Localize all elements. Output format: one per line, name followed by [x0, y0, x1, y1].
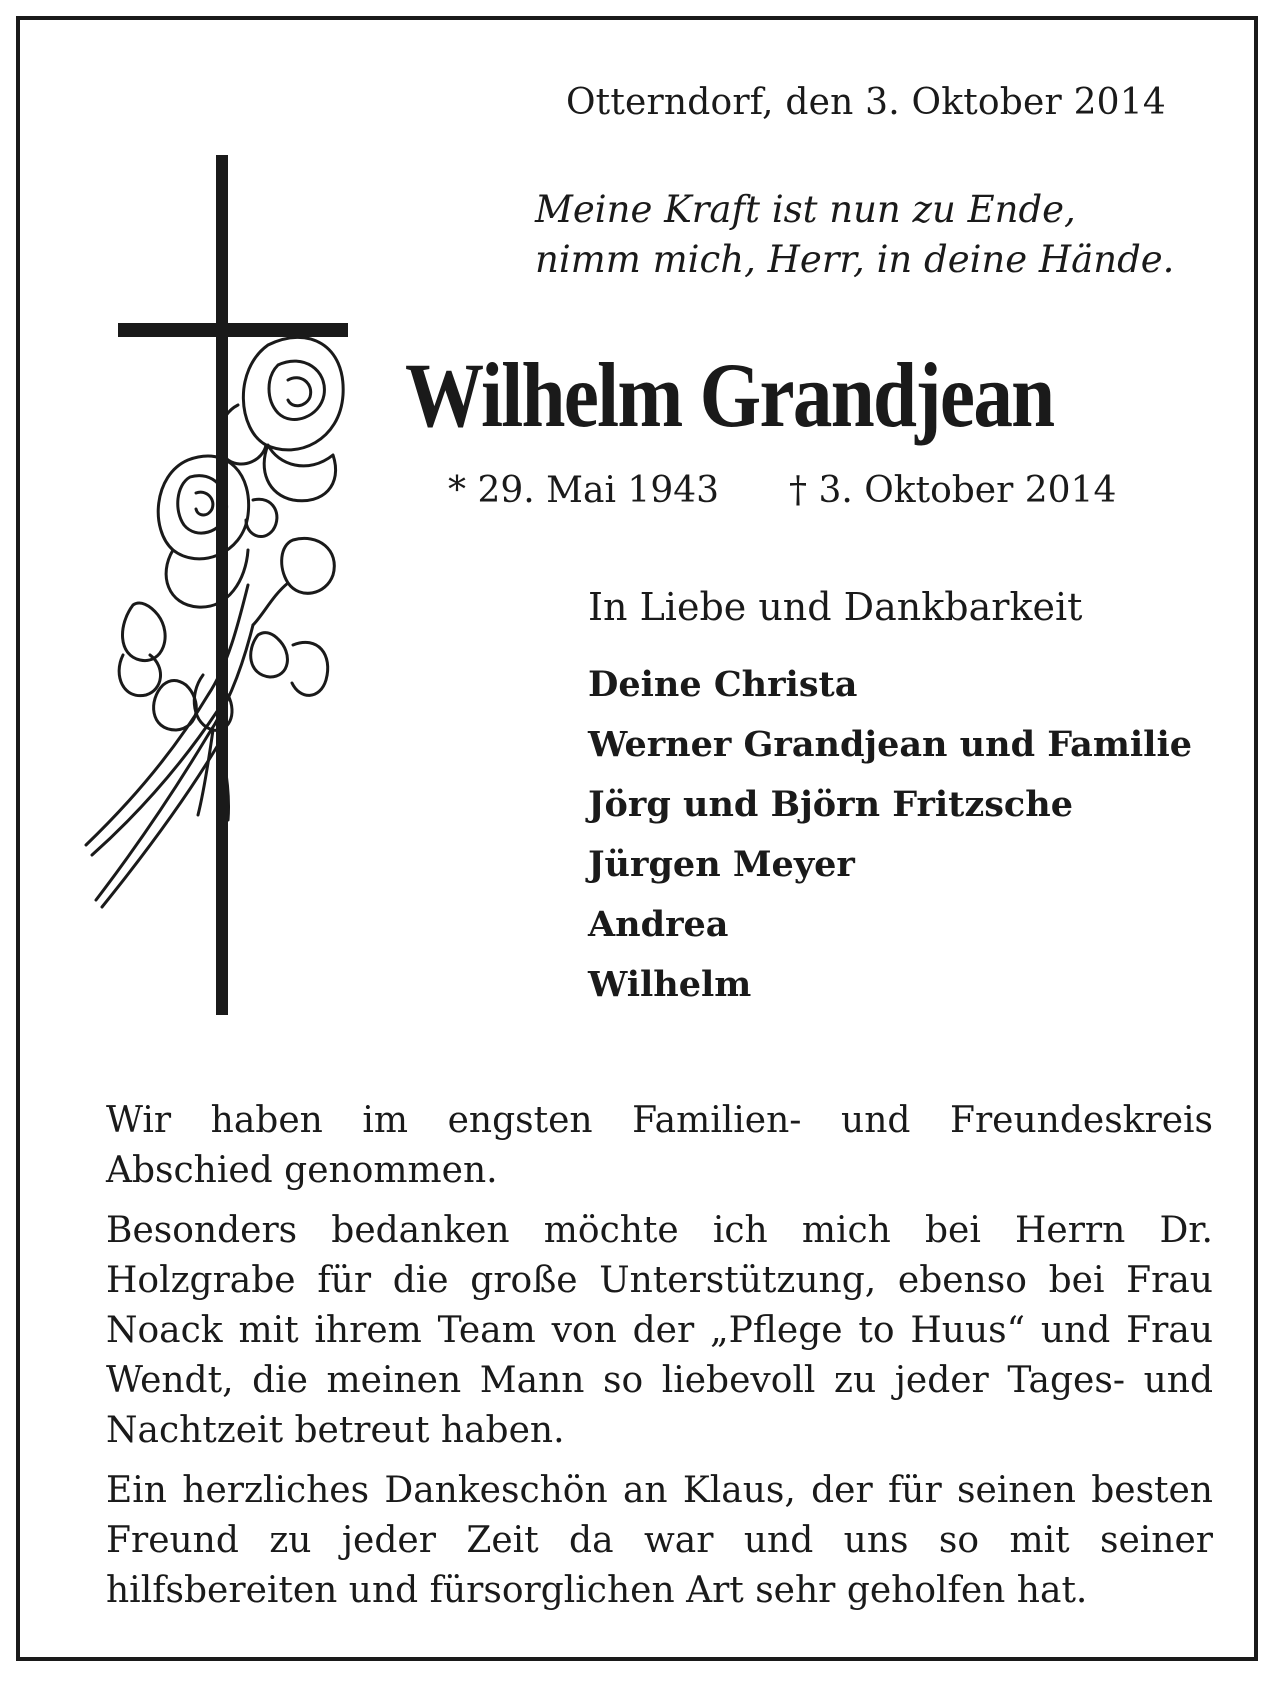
intro-line: In Liebe und Dankbarkeit	[588, 585, 1083, 629]
paragraph: Wir haben im engsten Familien- und Freundeskreis Abschied genommen.	[106, 1100, 1213, 1191]
paragraph: Ein herzliches Dankeschön an Klaus, der für seinen besten Freund zu jeder Zeit da war und uns so mit seiner hilfsbereiten und fürsorglichen Art sehr geholfen hat.	[106, 1470, 1213, 1611]
cross-icon	[118, 155, 348, 1015]
verse-line-1: Meine Kraft ist nun zu Ende,	[535, 188, 1076, 231]
obituary-notice	[16, 16, 1258, 1661]
verse	[535, 185, 1174, 285]
cross-with-roses-illustration	[78, 155, 378, 1015]
death-date: † 3. Oktober 2014	[789, 470, 1117, 511]
mourner: Deine Christa	[588, 664, 858, 705]
message-body	[106, 1096, 1213, 1626]
paragraph: Besonders bedanken möchte ich mich bei Herrn Dr. Holzgrabe für die große Unterstützung, ebenso bei Frau Noack mit ihrem Team von der „Pflege to Huus“ und Frau Wendt, die meinen Mann so liebevoll zu jeder Tages- und Nachtzeit betreut haben.	[106, 1210, 1213, 1451]
mourner: Jürgen Meyer	[588, 844, 855, 885]
birth-date: * 29. Mai 1943	[448, 470, 720, 511]
place-and-date: Otterndorf, den 3. Oktober 2014	[565, 82, 1166, 123]
mourners-list	[588, 655, 1192, 1015]
mourner: Andrea	[588, 904, 729, 945]
mourner: Jörg und Björn Fritzsche	[588, 784, 1073, 825]
mourner: Werner Grandjean und Familie	[588, 724, 1193, 765]
rose-icon	[86, 337, 343, 907]
mourner: Wilhelm	[588, 964, 752, 1005]
life-dates	[448, 470, 1116, 511]
verse-line-2: nimm mich, Herr, in deine Hände.	[535, 238, 1175, 281]
deceased-name: Wilhelm Grandjean	[405, 344, 1054, 446]
